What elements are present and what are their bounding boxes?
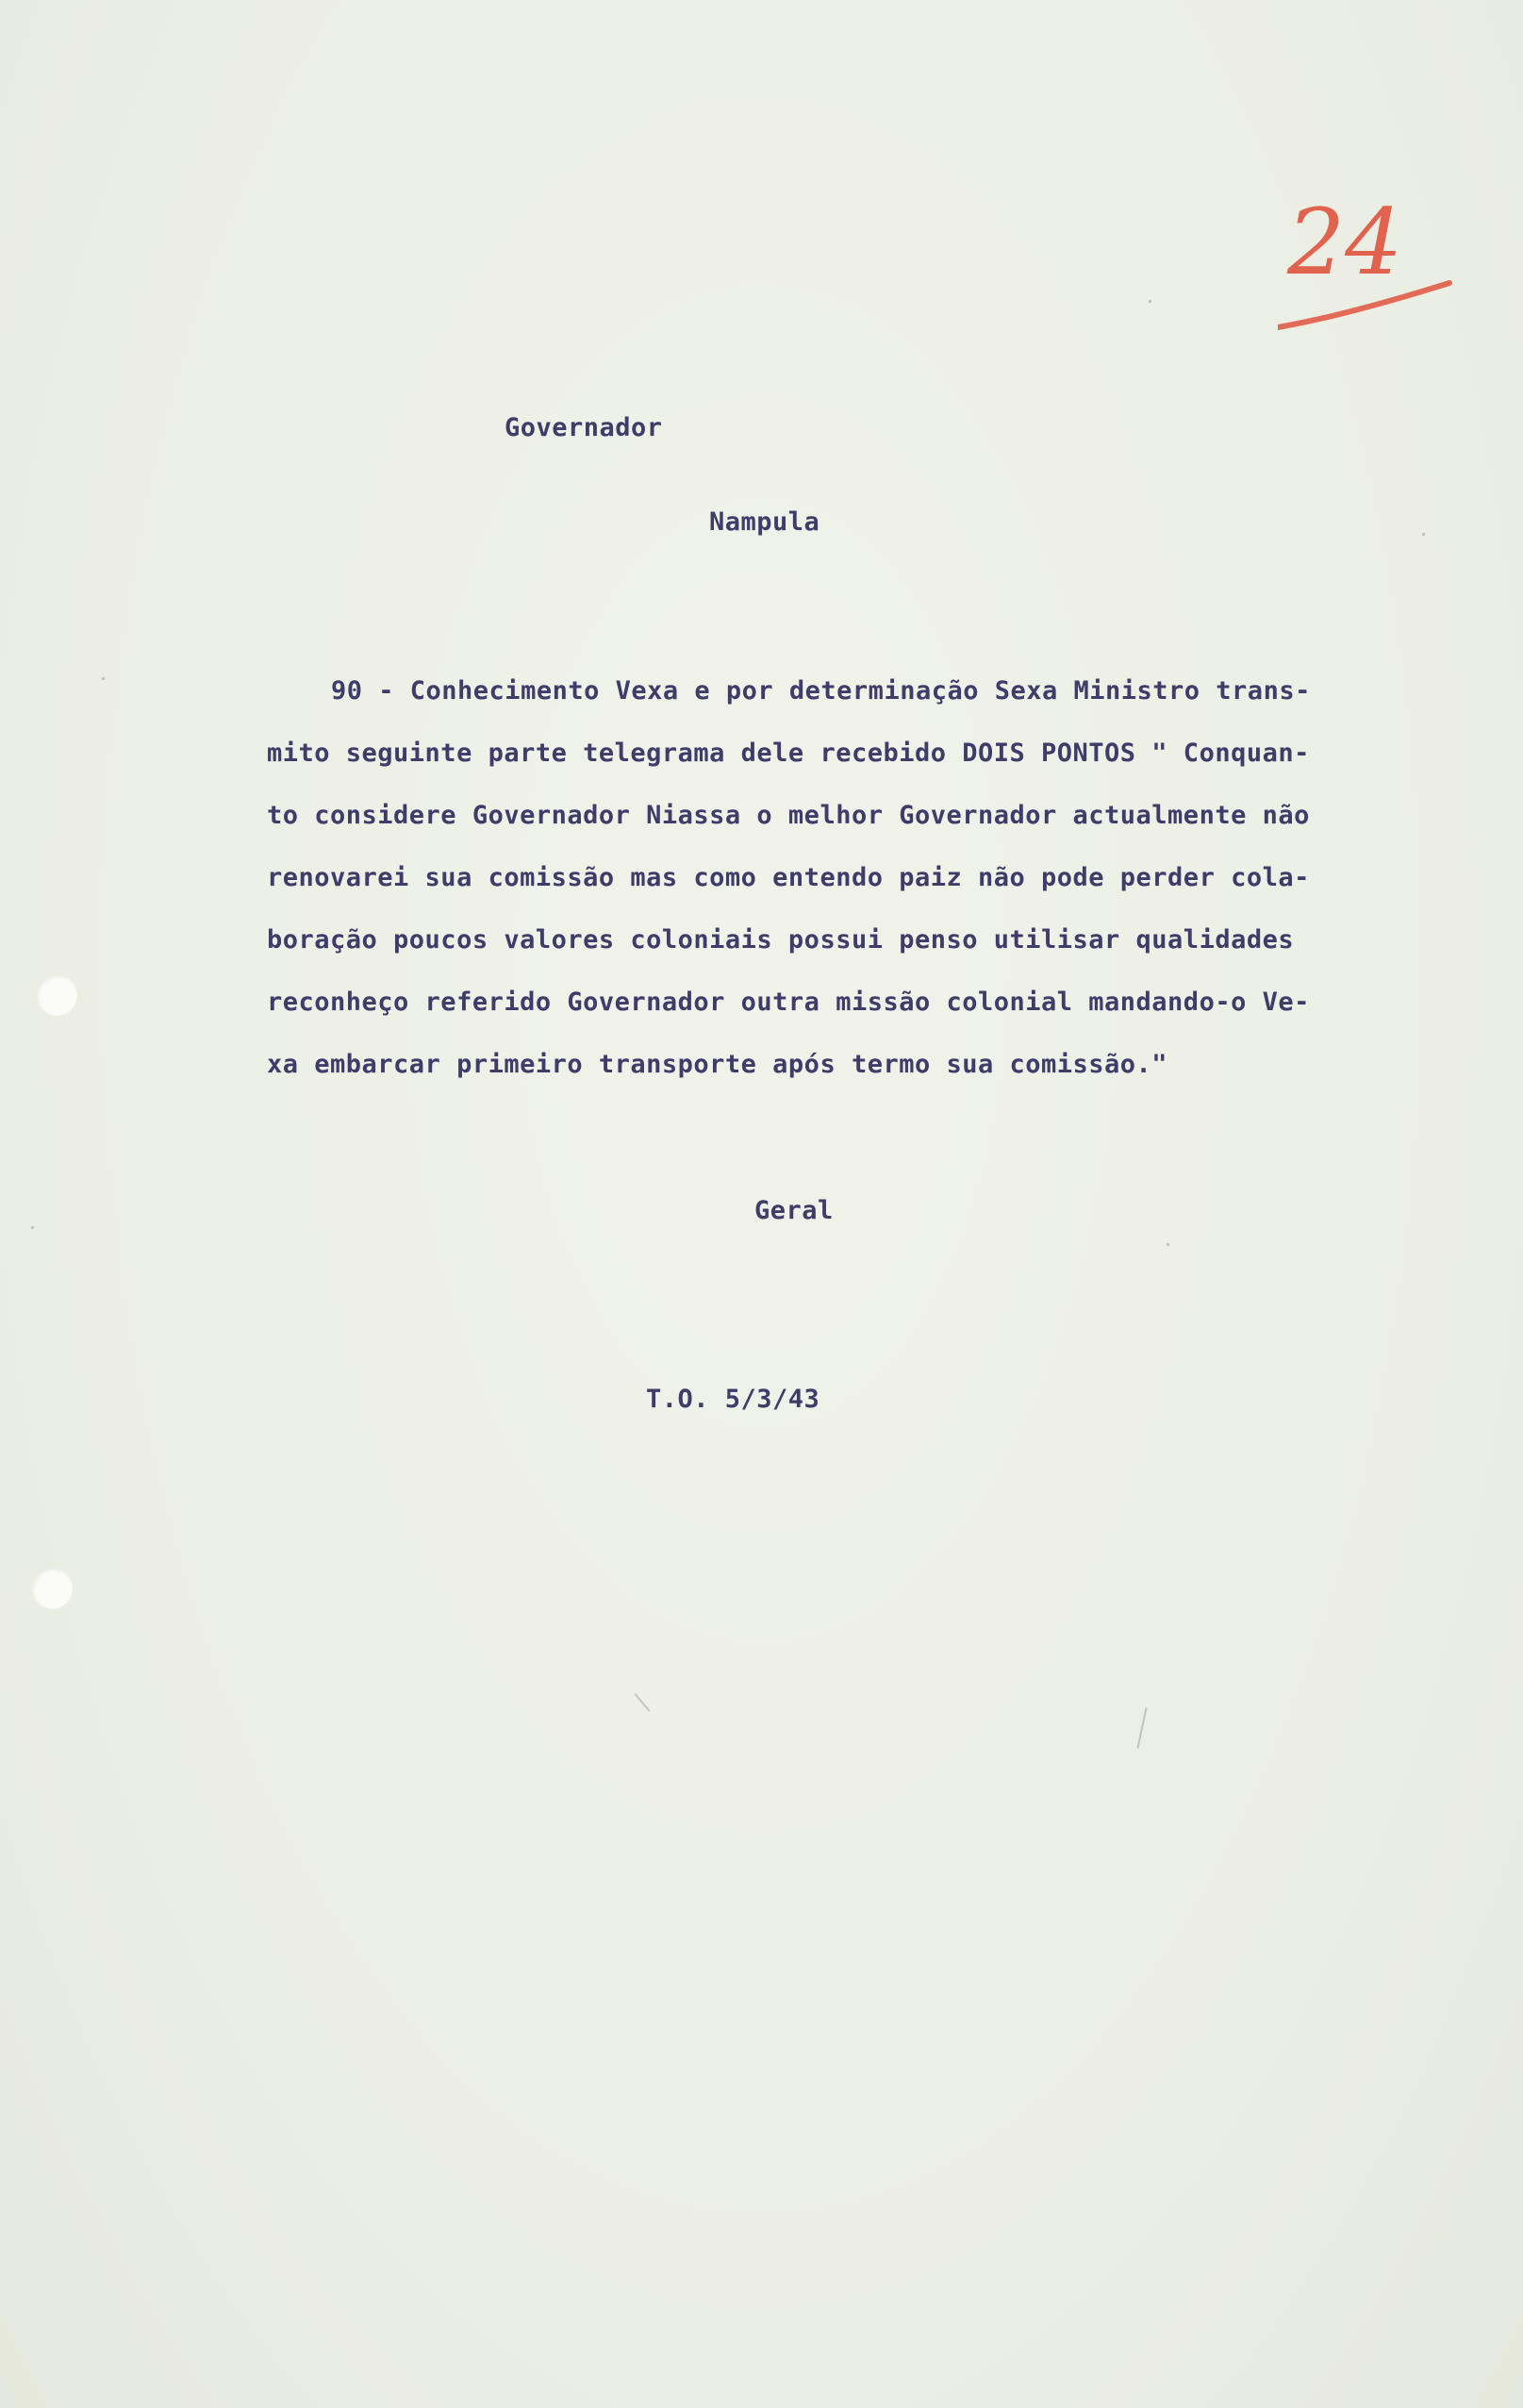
- dateline: T.O. 5/3/43: [646, 1385, 820, 1414]
- page-number-text: 24: [1287, 190, 1403, 295]
- addressee-title: Governador: [505, 413, 663, 442]
- paper-speck: [31, 1226, 34, 1229]
- page-number-annotation: [1278, 184, 1466, 344]
- paper-speck: [1136, 1707, 1147, 1748]
- body-line: xa embarcar primeiro transporte após termo sua comissão.": [267, 1050, 1168, 1079]
- paper-speck: [1149, 300, 1151, 303]
- body-line: boração poucos valores coloniais possui penso utilisar qualidades: [267, 925, 1295, 955]
- body-line: reconheço referido Governador outra missão colonial mandando-o Ve-: [267, 988, 1310, 1017]
- paper-speck: [102, 677, 105, 680]
- signature: Geral: [754, 1196, 834, 1225]
- body-line: renovarei sua comissão mas como entendo paiz não pode perder cola-: [267, 863, 1310, 892]
- punch-hole: [36, 974, 77, 1016]
- paper-speck: [1422, 533, 1425, 536]
- addressee-city: Nampula: [709, 507, 820, 537]
- telegram-body: [267, 660, 1314, 1096]
- paper-speck: [1167, 1243, 1169, 1246]
- body-line: mito seguinte parte telegrama dele recebido DOIS PONTOS " Conquan-: [267, 739, 1310, 768]
- body-line: 90 - Conhecimento Vexa e por determinação Sexa Ministro trans-: [331, 676, 1311, 706]
- punch-hole: [31, 1568, 73, 1609]
- paper-speck: [635, 1693, 651, 1712]
- body-line: to considere Governador Niassa o melhor Governador actualmente não: [267, 801, 1310, 830]
